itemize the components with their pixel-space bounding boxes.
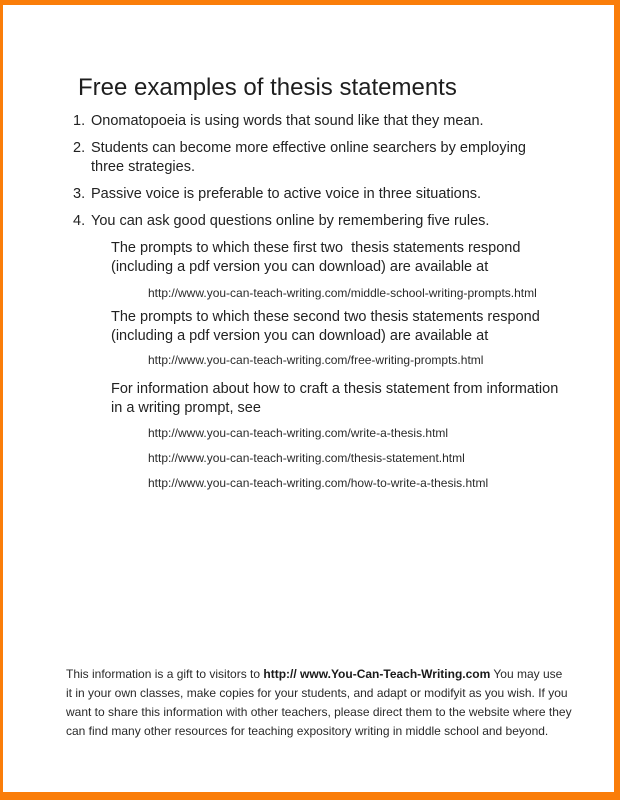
list-item-line: Passive voice is preferable to active voice in three situations.: [91, 186, 482, 202]
list-item: [73, 112, 584, 131]
list-item-line: Students can become more effective online searchers by employing: [91, 140, 526, 156]
paragraph-line: in a writing prompt, see: [111, 400, 261, 416]
craft-thesis-paragraph: [111, 380, 584, 418]
prompts-first-paragraph: [111, 239, 584, 277]
list-item: [73, 139, 584, 177]
list-item-text: [91, 112, 584, 131]
url-write-a-thesis: http://www.you-can-teach-writing.com/write-a-thesis.html: [148, 426, 449, 440]
url-how-to-write-a-thesis: http://www.you-can-teach-writing.com/how-to-write-a-thesis.html: [148, 476, 489, 490]
paragraph-line: For information about how to craft a thesis statement from information: [111, 381, 559, 397]
list-item-number: 4.: [73, 213, 86, 229]
list-item-line: three strategies.: [91, 159, 195, 175]
paragraph-line: The prompts to which these second two thesis statements respond: [111, 309, 540, 325]
list-item-text: [91, 212, 584, 231]
footer-text: can find many other resources for teaching expository writing in middle school and beyond.: [66, 724, 549, 738]
footer-text: want to share this information with other teachers, please direct them to the website where they: [66, 705, 572, 719]
footer-site-name: http:// www.You-Can-Teach-Writing.com: [263, 667, 491, 681]
paragraph-line: (including a pdf version you can download) are available at: [111, 259, 489, 275]
footer-text: it in your own classes, make copies for your students, and adapt or modifyit as you wish. If you: [66, 686, 568, 700]
list-item-line: Onomatopoeia is using words that sound like that they mean.: [91, 113, 484, 129]
list-item-text: [91, 185, 584, 204]
footer-text: This information is a gift to visitors to: [66, 667, 264, 681]
list-item-number: 1.: [73, 113, 86, 129]
list-item-text: [91, 139, 584, 177]
paragraph-line: (including a pdf version you can download) are available at: [111, 328, 489, 344]
url-thesis-statement: http://www.you-can-teach-writing.com/thesis-statement.html: [148, 451, 465, 465]
list-item-number: 3.: [73, 186, 86, 202]
list-item-number: 2.: [73, 140, 86, 156]
footer-note: [66, 665, 584, 741]
url-free-writing-prompts: http://www.you-can-teach-writing.com/free-writing-prompts.html: [148, 353, 484, 367]
thesis-statements-list: [73, 112, 584, 231]
document-content: [3, 5, 614, 741]
url-middle-school-writing-prompts: http://www.you-can-teach-writing.com/middle-school-writing-prompts.html: [148, 286, 537, 300]
page-title: Free examples of thesis statements: [78, 74, 457, 101]
paragraph-line: The prompts to which these first two thesis statements respond: [111, 240, 521, 256]
prompts-second-paragraph: [111, 308, 584, 346]
footer-text: You may use: [490, 667, 563, 681]
list-item: [73, 212, 584, 231]
list-item: [73, 185, 584, 204]
list-item-line: You can ask good questions online by remembering five rules.: [91, 213, 490, 229]
